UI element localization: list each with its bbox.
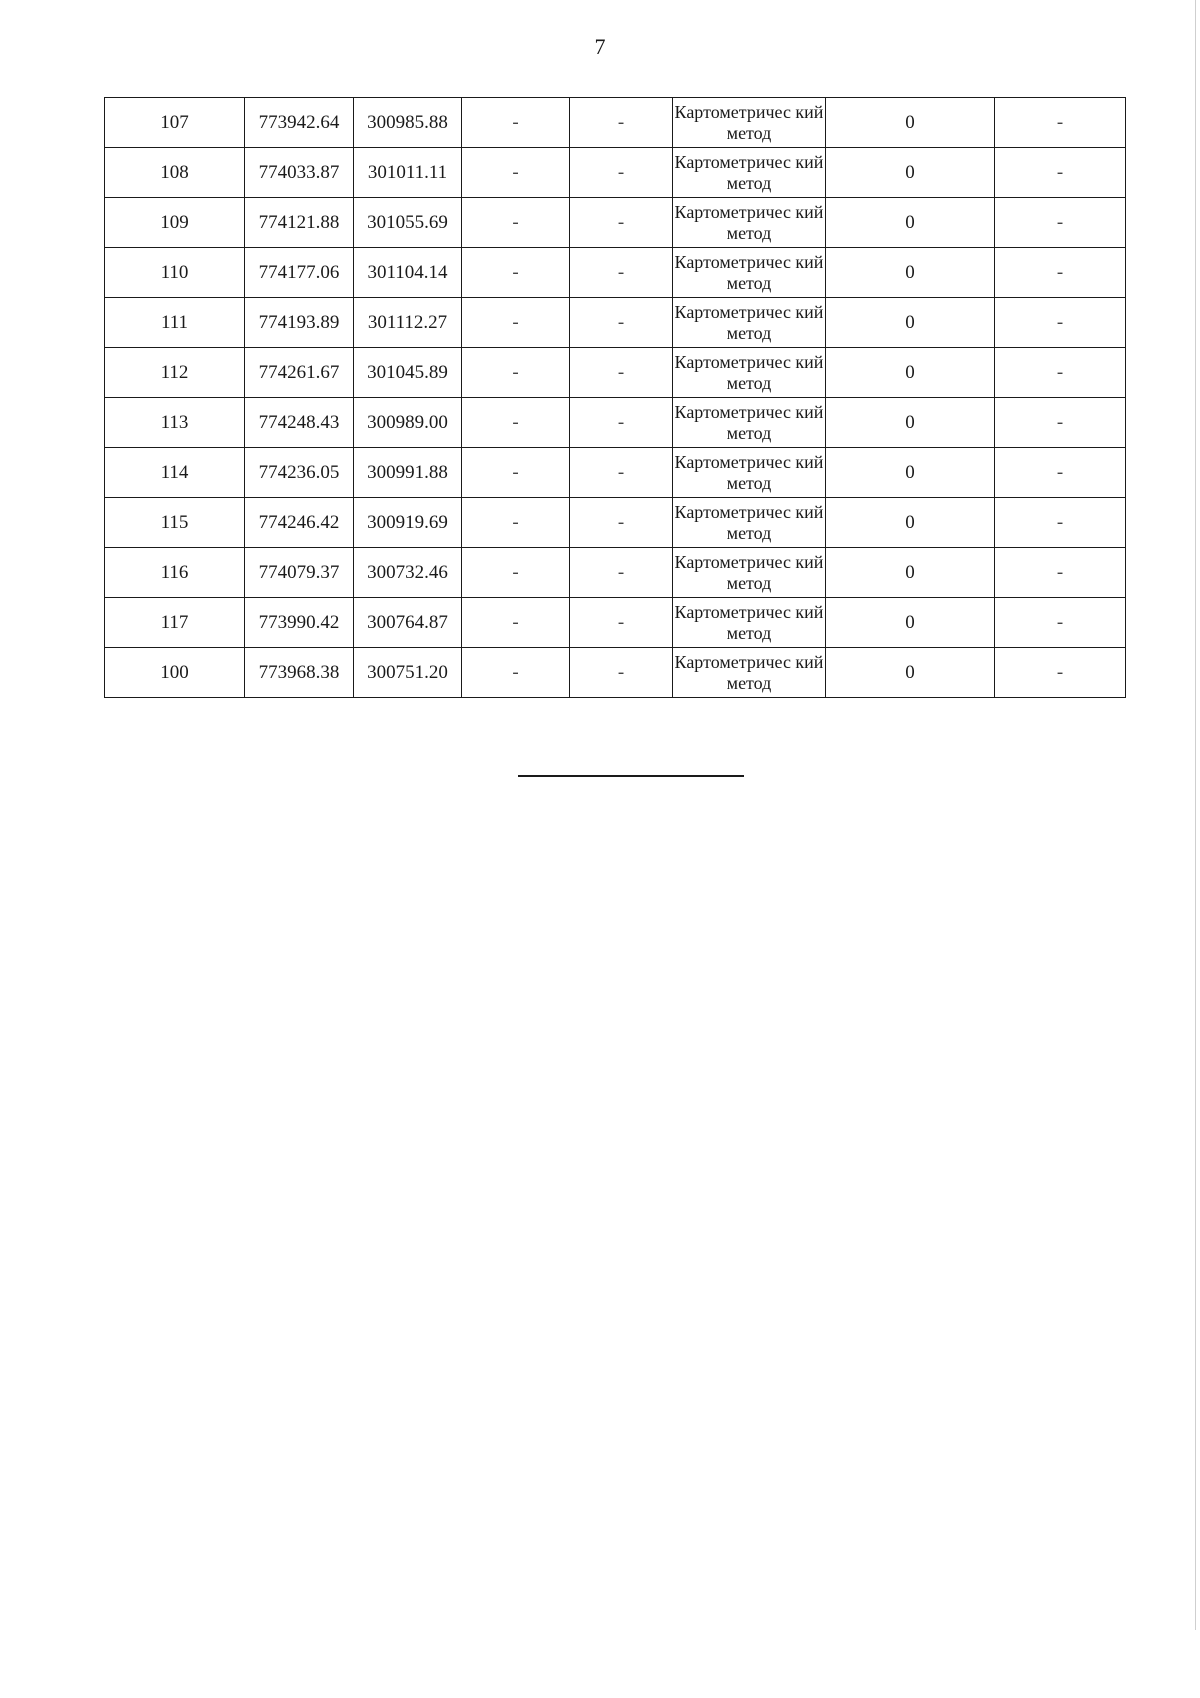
method-cell: Картометричес кий метод	[673, 448, 826, 498]
table-row	[105, 498, 1126, 548]
x-coordinate-cell: 774079.37	[245, 548, 354, 598]
table-row	[105, 98, 1126, 148]
empty-value-cell: -	[462, 298, 570, 348]
point-number-cell: 109	[105, 198, 245, 248]
method-cell: Картометричес кий метод	[673, 98, 826, 148]
accuracy-cell: 0	[826, 448, 995, 498]
empty-value-cell: -	[570, 98, 673, 148]
accuracy-cell: 0	[826, 148, 995, 198]
method-cell: Картометричес кий метод	[673, 398, 826, 448]
table-row	[105, 448, 1126, 498]
table-row	[105, 648, 1126, 698]
table-row	[105, 148, 1126, 198]
x-coordinate-cell: 773990.42	[245, 598, 354, 648]
empty-value-cell: -	[995, 298, 1126, 348]
table-row	[105, 398, 1126, 448]
accuracy-cell: 0	[826, 348, 995, 398]
method-cell: Картометричес кий метод	[673, 648, 826, 698]
empty-value-cell: -	[570, 398, 673, 448]
page-number: 7	[594, 34, 606, 59]
empty-value-cell: -	[462, 548, 570, 598]
x-coordinate-cell: 774236.05	[245, 448, 354, 498]
method-cell: Картометричес кий метод	[673, 198, 826, 248]
empty-value-cell: -	[462, 198, 570, 248]
empty-value-cell: -	[570, 548, 673, 598]
accuracy-cell: 0	[826, 498, 995, 548]
empty-value-cell: -	[995, 148, 1126, 198]
method-cell: Картометричес кий метод	[673, 148, 826, 198]
empty-value-cell: -	[995, 598, 1126, 648]
empty-value-cell: -	[462, 648, 570, 698]
empty-value-cell: -	[462, 148, 570, 198]
x-coordinate-cell: 774261.67	[245, 348, 354, 398]
y-coordinate-cell: 300989.00	[354, 398, 462, 448]
empty-value-cell: -	[995, 648, 1126, 698]
empty-value-cell: -	[570, 298, 673, 348]
y-coordinate-cell: 300985.88	[354, 98, 462, 148]
empty-value-cell: -	[995, 548, 1126, 598]
point-number-cell: 115	[105, 498, 245, 548]
empty-value-cell: -	[462, 248, 570, 298]
empty-value-cell: -	[995, 498, 1126, 548]
point-number-cell: 110	[105, 248, 245, 298]
method-cell: Картометричес кий метод	[673, 348, 826, 398]
empty-value-cell: -	[995, 248, 1126, 298]
empty-value-cell: -	[570, 648, 673, 698]
y-coordinate-cell: 300764.87	[354, 598, 462, 648]
empty-value-cell: -	[570, 498, 673, 548]
point-number-cell: 116	[105, 548, 245, 598]
method-cell: Картометричес кий метод	[673, 548, 826, 598]
x-coordinate-cell: 774177.06	[245, 248, 354, 298]
end-of-table-rule	[518, 775, 744, 777]
y-coordinate-cell: 301055.69	[354, 198, 462, 248]
point-number-cell: 112	[105, 348, 245, 398]
x-coordinate-cell: 774121.88	[245, 198, 354, 248]
empty-value-cell: -	[995, 448, 1126, 498]
accuracy-cell: 0	[826, 648, 995, 698]
empty-value-cell: -	[570, 448, 673, 498]
table-body	[105, 98, 1126, 698]
x-coordinate-cell: 773942.64	[245, 98, 354, 148]
point-number-cell: 108	[105, 148, 245, 198]
empty-value-cell: -	[995, 398, 1126, 448]
y-coordinate-cell: 300751.20	[354, 648, 462, 698]
empty-value-cell: -	[995, 348, 1126, 398]
x-coordinate-cell: 774246.42	[245, 498, 354, 548]
empty-value-cell: -	[462, 598, 570, 648]
accuracy-cell: 0	[826, 398, 995, 448]
empty-value-cell: -	[570, 248, 673, 298]
point-number-cell: 107	[105, 98, 245, 148]
accuracy-cell: 0	[826, 598, 995, 648]
table-row	[105, 198, 1126, 248]
y-coordinate-cell: 300919.69	[354, 498, 462, 548]
x-coordinate-cell: 774033.87	[245, 148, 354, 198]
point-number-cell: 111	[105, 298, 245, 348]
point-number-cell: 100	[105, 648, 245, 698]
method-cell: Картометричес кий метод	[673, 248, 826, 298]
empty-value-cell: -	[462, 348, 570, 398]
table-row	[105, 598, 1126, 648]
empty-value-cell: -	[462, 398, 570, 448]
y-coordinate-cell: 301011.11	[354, 148, 462, 198]
y-coordinate-cell: 301045.89	[354, 348, 462, 398]
empty-value-cell: -	[570, 198, 673, 248]
empty-value-cell: -	[570, 348, 673, 398]
accuracy-cell: 0	[826, 248, 995, 298]
y-coordinate-cell: 300732.46	[354, 548, 462, 598]
empty-value-cell: -	[462, 498, 570, 548]
method-cell: Картометричес кий метод	[673, 498, 826, 548]
empty-value-cell: -	[462, 448, 570, 498]
scan-edge-line	[1195, 0, 1196, 1630]
empty-value-cell: -	[570, 598, 673, 648]
accuracy-cell: 0	[826, 198, 995, 248]
y-coordinate-cell: 301112.27	[354, 298, 462, 348]
empty-value-cell: -	[570, 148, 673, 198]
y-coordinate-cell: 301104.14	[354, 248, 462, 298]
point-number-cell: 114	[105, 448, 245, 498]
table-row	[105, 298, 1126, 348]
x-coordinate-cell: 774248.43	[245, 398, 354, 448]
point-number-cell: 113	[105, 398, 245, 448]
accuracy-cell: 0	[826, 548, 995, 598]
table-row	[105, 348, 1126, 398]
empty-value-cell: -	[995, 198, 1126, 248]
empty-value-cell: -	[995, 98, 1126, 148]
x-coordinate-cell: 774193.89	[245, 298, 354, 348]
empty-value-cell: -	[462, 98, 570, 148]
method-cell: Картометричес кий метод	[673, 598, 826, 648]
method-cell: Картометричес кий метод	[673, 298, 826, 348]
y-coordinate-cell: 300991.88	[354, 448, 462, 498]
x-coordinate-cell: 773968.38	[245, 648, 354, 698]
coordinates-table	[104, 97, 1126, 698]
accuracy-cell: 0	[826, 298, 995, 348]
point-number-cell: 117	[105, 598, 245, 648]
table-row	[105, 548, 1126, 598]
accuracy-cell: 0	[826, 98, 995, 148]
table-row	[105, 248, 1126, 298]
